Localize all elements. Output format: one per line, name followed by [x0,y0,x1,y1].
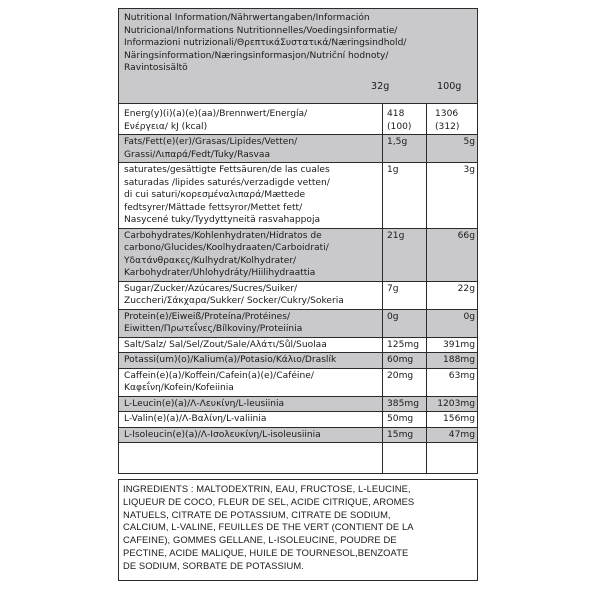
table-row [119,338,477,354]
value-line: 0g [387,311,399,322]
value-line: 63mg [448,370,475,381]
column-divider [382,104,383,473]
value-per-serving [387,136,407,149]
value-per-serving [387,108,411,133]
nutrient-label-line: Καφεΐνη/Kofein/Kofeiinia [124,383,234,393]
ingredients-line: DE SODIUM, SORBATE DE POTASSIUM. [123,559,304,571]
header-title-line: Nutritional Information/Nährwertangaben/Información [124,13,370,23]
value-per-100g [431,339,475,352]
nutrient-label [124,413,382,426]
value-line: 20mg [387,370,414,381]
nutrient-label-line: Energ(y)(i)(a)(e)(aa)/Brennwert/Energía/ [124,109,308,119]
table-row [119,353,477,369]
value-line: 66g [457,230,475,241]
value-per-100g [431,283,475,296]
table-row [119,229,477,282]
value-per-serving [387,354,413,367]
header-title-line: Ravintosisältö [124,63,188,74]
nutrient-label-line: Eiwitten/Πρωτεΐνες/Bílkoviny/Proteiinia [124,324,303,334]
nutrient-label [124,136,382,161]
value-per-serving [387,283,399,296]
value-line: 1203mg [437,398,475,409]
nutrient-label [124,283,382,308]
value-per-serving [387,429,413,442]
value-line: 156mg [443,414,475,424]
nutrient-label-line: Caffein(e)(a)/Koffein/Cafein(a)(e)/Caféine/ [124,370,314,381]
value-line: 188mg [443,355,475,365]
header-title-line: Nutricional/Informations Nutritionnelles/Voedingsinformatie/ [124,25,398,36]
value-line: 1,5g [387,137,408,147]
nutrient-label-line: Fats/Fett(e)(er)/Grasas/Lipides/Vetten/ [124,137,298,147]
ingredients-line: INGREDIENTS : MALTODEXTRIN, EAU, FRUCTOSE, L-LEUCINE, [123,483,411,494]
value-per-serving [387,311,399,324]
value-per-serving [387,339,419,352]
value-line: (100) [387,121,412,132]
nutrient-label [124,230,382,280]
table-row [119,397,477,413]
ingredients-line: NATUELS, CITRATE DE POTASSIUM, CITRATE DE SODIUM, [123,508,391,520]
value-line: 50mg [387,414,414,424]
value-line: 385mg [387,398,419,409]
nutrient-label-line: Nasycené tuky/Tyydyttyneitä rasvahappoja [124,215,321,225]
nutrient-label-line: L-Isoleucin(e)(a)/Λ-Ισολευκίνη/L-isoleusiinia [124,429,321,440]
value-per-100g [431,429,475,442]
table-header [119,9,477,104]
nutrition-table [118,8,478,474]
value-line: 5g [463,137,475,147]
value-line: 21g [387,230,405,241]
table-row [119,412,477,428]
value-per-100g [435,108,459,133]
value-per-100g [431,354,475,367]
value-line: 125mg [387,339,419,350]
value-line: 7g [387,283,399,294]
nutrient-label-line: di cui saturi/κορεσμέναλιπαρά/Mættede [124,190,306,200]
value-line: 1g [387,165,399,175]
value-per-100g [431,230,475,243]
nutrient-label-line: Potassi(um)(o)/Kalium(a)/Potasio/Κάλιο/Draslík [124,355,337,365]
row-divider [119,442,477,443]
column-headers [119,81,477,93]
value-per-serving [387,398,419,411]
ingredients-box [118,479,478,581]
value-per-serving [387,230,404,243]
nutrient-label-line: Υδατάνθρακες/Kulhydrat/Kolhydrater/ [124,255,297,266]
ingredients-line: LIQUEUR DE COCO, FLEUR DE SEL, ACIDE CITRIQUE, AROMES [123,495,415,507]
nutrient-label-line: L-Leucin(e)(a)/Λ-Λευκίνη/L-leusiinia [124,398,285,409]
ingredients-line: CALCIUM, L-VALINE, FEUILLES DE THE VERT (CONTIENT DE LA [123,521,414,533]
table-row [119,369,477,397]
nutrient-label [124,429,382,442]
value-per-serving [387,164,399,177]
value-line: 418 [387,109,405,119]
nutrient-label-line: carbono/Glucides/Koolhydraaten/Carboidrati/ [124,243,329,253]
nutrient-label-line: fedtsyrer/Mättade fettsyror/Mettet fett/ [124,202,303,213]
column-header-per-serving: 32g [371,81,390,92]
nutrient-label [124,339,382,352]
table-row [119,107,477,135]
table-row [119,282,477,310]
value-per-100g [431,413,475,426]
value-per-100g [431,164,475,177]
nutrient-label-line: Ενέργεια/ kJ (kcal) [124,121,208,132]
value-line: 3g [463,165,475,175]
nutrient-label [124,108,382,133]
value-per-serving [387,370,413,383]
column-header-per-100g: 100g [437,81,462,92]
nutrient-label-line: Carbohydrates/Kohlenhydraten/Hidratos de [124,230,322,241]
header-title-line: Näringsinformation/Næringsinformasjon/Nutriční hodnoty/ [124,50,389,61]
nutrient-label [124,164,382,227]
value-per-100g [431,398,475,411]
value-line: 60mg [387,355,414,365]
nutrient-label-line: saturates/gesättigte Fettsäuren/de las cuales [124,165,330,175]
nutrient-label-line: saturadas /lipides saturés/verzadigde vetten/ [124,177,330,188]
nutrient-label-line: Zuccheri/Σάκχαρα/Sukker/ Socker/Cukry/Sokeria [124,296,344,306]
table-row [119,310,477,338]
value-line: 1306 [435,109,459,119]
value-per-100g [431,136,475,149]
column-divider [426,104,427,473]
table-row [119,163,477,229]
value-line: 15mg [387,429,414,440]
nutrient-label-line: L-Valin(e)(a)/Λ-Βαλίνη/L-valiinia [124,414,267,424]
nutrient-label [124,370,382,395]
ingredients-line: PECTINE, ACIDE MALIQUE, HUILE DE TOURNESOL,BENZOATE [123,546,409,558]
table-row [119,428,477,444]
table-row [119,135,477,163]
nutrient-label-line: Grassi/Λιπαρά/Fedt/Tuky/Rasvaa [124,149,271,160]
ingredients-line: CAFEINE), GOMMES GELLANE, L-ISOLEUCINE, POUDRE DE [123,534,397,546]
nutrient-label-line: Karbohydrater/Uhlohydráty/Hiilihydraattia [124,268,316,278]
nutrient-label-line: Salt/Salz/ Sal/Sel/Zout/Sale/Αλάτι/Sůl/Suolaa [124,339,327,350]
value-line: (312) [435,121,460,132]
nutrient-label-line: Protein(e)/Eiweiß/Proteína/Protéines/ [124,311,291,322]
nutrient-label [124,398,382,411]
value-line: 0g [463,311,475,322]
nutrient-label [124,311,382,336]
header-title-line: Informazioni nutrizionali/ΘρεπτικάΣυστατικά/Næringsindhold/ [124,38,407,49]
value-per-100g [431,311,475,324]
nutrient-label-line: Sugar/Zucker/Azúcares/Sucres/Suiker/ [124,283,298,294]
value-line: 22g [457,283,475,294]
nutrient-label [124,354,382,367]
value-line: 47mg [448,429,475,440]
value-per-serving [387,413,413,426]
value-per-100g [431,370,475,383]
value-line: 391mg [443,339,475,350]
